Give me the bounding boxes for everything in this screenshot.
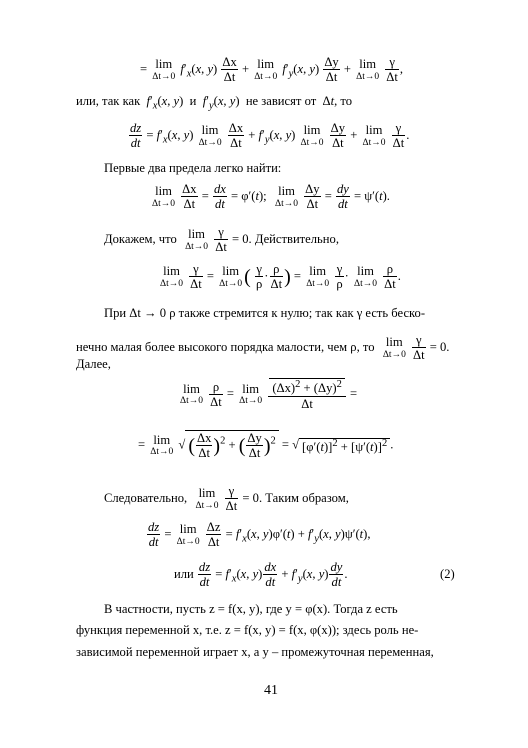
text-para-1 bbox=[104, 307, 425, 320]
page-number bbox=[264, 684, 278, 698]
formula-rho: lim Δt→0 $\frac{\rho}{\Delta t}$ = lim Δt→0 $\frac{(\Delta x)^2 + (\Delta y)^2}{\Delta t}$ = bbox=[180, 379, 358, 411]
text-last-2 bbox=[76, 624, 418, 637]
hence-text: Следовательно, bbox=[104, 490, 188, 505]
para-at-text: При Δt → 0 ρ также стремится к нулю; так как γ есть беско- bbox=[104, 306, 426, 320]
text-para-2: нечно малая более высокого порядка малости, чем ρ, то lim Δt→0 $\frac{\gamma}{\Delta t}$ = 0. bbox=[76, 333, 450, 363]
indeed-text: . Действительно, bbox=[248, 231, 339, 246]
formula-line-3: $\frac{dz}{dt}$ = $f'_x(x$, y) lim Δt→0 $\frac{\Delta x}{\Delta t}$ + $f'_y(x$, y) lim Δt→0 $\frac{\Delta y}{\Delta t}$ + lim Δt→0 $\frac{\gamma}{\Delta t}$ . bbox=[130, 121, 410, 151]
further-text: Далее, bbox=[76, 357, 111, 371]
text-last-1 bbox=[104, 603, 398, 616]
text-first-two bbox=[104, 162, 281, 175]
last1-text: В частности, пусть z = f(x, y), где y = φ(x). Тогда z есть bbox=[104, 602, 398, 616]
text-prove: Докажем, что lim Δt→0 $\frac{\gamma}{\Delta t}$ = 0. Действительно, bbox=[104, 225, 339, 255]
formula-line-5: lim Δt→0 $\frac{\Delta x}{\Delta t}$ = $\frac{dx}{dt}$ = φ′(t); lim Δt→0 $\frac{\Delta y}{\Delta t}$ = $\frac{dy}{dt}$ = ψ′(t). bbox=[152, 182, 390, 212]
or-since-text: или, так как bbox=[76, 94, 141, 108]
formula-line-7: lim Δt→0 $\frac{\gamma}{\Delta t}$ = lim Δt→0 ( $\frac{\gamma}{\rho}$ · $\frac{\rho}{\Delta t}$ ) = lim Δt→0 $\frac{\gamma}{\rho}$ · lim Δt→0 $\frac{\rho}{\Delta t}$ . bbox=[160, 262, 401, 292]
formula-dzdt-2: или $\frac{dz}{dt}$ = $f'_x(x$, y) $\frac{dx}{dt}$ + $f'_y(x$, y) $\frac{dy}{dt}$ . bbox=[174, 560, 348, 590]
first-two-text: Первые два предела легко найти: bbox=[104, 161, 282, 175]
text-hence: Следовательно, lim Δt→0 $\frac{\gamma}{\Delta t}$ = 0. Таким образом, bbox=[104, 484, 349, 514]
text-line-2: или, так как $f'_x(x$, y) и $f'_y(x$, y) не зависят от Δt, то bbox=[76, 94, 353, 112]
and-text: и bbox=[189, 94, 197, 108]
prove-that-text: Докажем, что bbox=[104, 231, 177, 246]
text-last-3 bbox=[76, 646, 434, 659]
formula-sqrt: = lim Δt→0 √ ( $\frac{\Delta x}{\Delta t}$ )$^2$ + ( $\frac{\Delta y}{\Delta t}$ )$^2$ = √ $[\varphi'(t)]^2 + [\psi'(t)]^2$ . bbox=[138, 431, 394, 461]
thus-text: . Таким образом, bbox=[258, 490, 349, 505]
not-depend-text: не зависят от bbox=[245, 94, 317, 108]
text-further bbox=[76, 358, 111, 371]
para-infinitesimal-text: нечно малая более высокого порядка малости, чем ρ, то bbox=[76, 339, 375, 354]
eq-label-text: (2) bbox=[440, 567, 455, 581]
formula-line-1: = lim Δt→0 $f'_x(x$, y) $\frac{\Delta x}{\Delta t}$ + lim Δt→0 $f'_y(x$, y) $\frac{\Delta y}{\Delta t}$ + lim Δt→0 $\frac{\gamma}{\Delta t}$ , bbox=[140, 55, 404, 85]
formula-dzdt-1: $\frac{dz}{dt}$ = lim Δt→0 $\frac{\Delta z}{\Delta t}$ = $f'_x(x$, $y)\varphi'(t) + f'_y(x$, y)ψ′(t), bbox=[148, 520, 371, 550]
equation-label bbox=[440, 568, 455, 581]
then-text: , то bbox=[334, 94, 353, 108]
page-number-text: 41 bbox=[264, 683, 278, 698]
or-text: или bbox=[174, 566, 194, 581]
last2-text: функция переменной x, т.е. z = f(x, y) = f(x, φ(x)); здесь роль не- bbox=[76, 623, 419, 637]
last3-text: зависимой переменной играет x, а y – промежуточная переменная, bbox=[76, 645, 434, 659]
